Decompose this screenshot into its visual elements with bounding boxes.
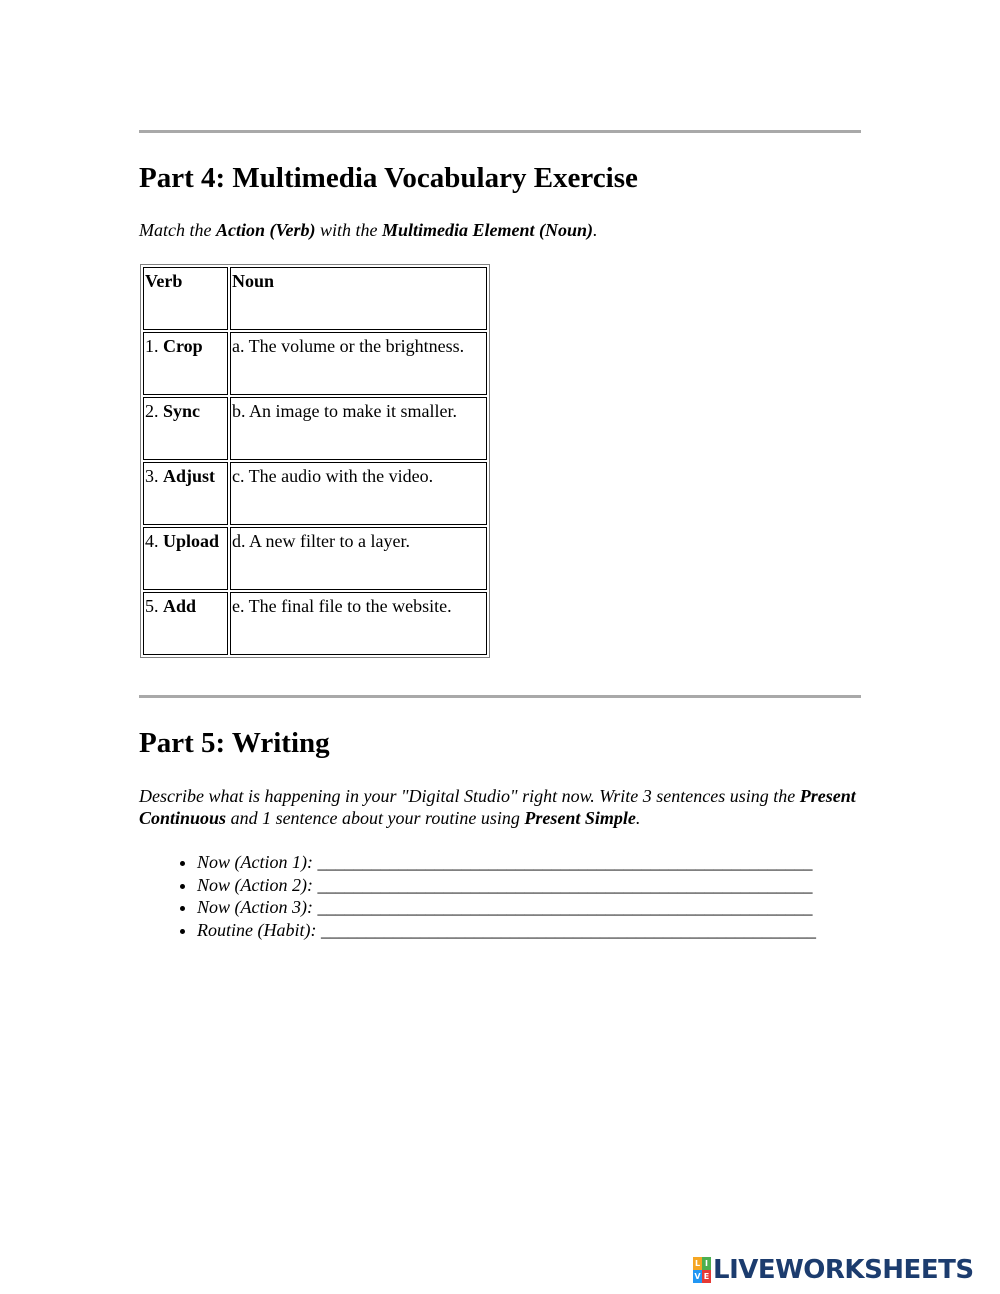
vocabulary-table — [140, 264, 490, 658]
part4-instr-text: with the — [315, 220, 382, 240]
verb-cell: 5. Add — [143, 592, 228, 655]
noun-cell: c. The audio with the video. — [230, 462, 487, 525]
part5-instructions — [139, 785, 869, 829]
table-row — [143, 527, 487, 590]
liveworksheets-wordmark: LIVEWORKSHEETS — [713, 1255, 974, 1285]
table-row — [143, 592, 487, 655]
verb-cell: 4. Upload — [143, 527, 228, 590]
part4-instr-bold: Multimedia Element (Noun) — [382, 220, 594, 240]
verb-cell: 3. Adjust — [143, 462, 228, 525]
table-header-row — [143, 267, 487, 330]
logo-icon-cell: E — [703, 1272, 710, 1281]
part5-title: Part 5: Writing — [139, 727, 330, 759]
table-row — [143, 462, 487, 525]
noun-cell: e. The final file to the website. — [230, 592, 487, 655]
liveworksheets-logo — [693, 1255, 974, 1285]
liveworksheets-icon — [693, 1257, 711, 1283]
table-row — [143, 332, 487, 395]
horizontal-rule-middle — [139, 695, 861, 698]
part4-instr-text: Match the — [139, 220, 216, 240]
logo-icon-cell: V — [694, 1272, 701, 1281]
list-item: • Now (Action 3): _______________________________________________________ — [197, 896, 816, 919]
logo-icon-cell: L — [694, 1259, 701, 1268]
noun-cell: d. A new filter to a layer. — [230, 527, 487, 590]
list-item: • Now (Action 2): _______________________________________________________ — [197, 874, 816, 897]
verb-header: Verb — [143, 267, 228, 330]
part5-instr-text: Describe what is happening in your "Digital Studio" right now. Write 3 sentences using the — [139, 786, 800, 806]
writing-prompts-list — [139, 851, 816, 942]
list-item: • Now (Action 1): _______________________________________________________ — [197, 851, 816, 874]
verb-cell: 2. Sync — [143, 397, 228, 460]
part4-title: Part 4: Multimedia Vocabulary Exercise — [139, 162, 638, 194]
list-item: • Routine (Habit): _______________________________________________________ — [197, 919, 816, 942]
part4-instr-bold: Action (Verb) — [215, 220, 316, 240]
noun-header: Noun — [230, 267, 487, 330]
part5-instr-text: and 1 sentence about your routine using — [226, 808, 525, 828]
table-row — [143, 397, 487, 460]
horizontal-rule-top — [139, 130, 861, 133]
part5-instr-bold: Present Continuous — [139, 786, 856, 828]
logo-icon-cell: I — [702, 1257, 711, 1270]
part5-instr-bold: Present Simple — [524, 808, 636, 828]
part5-instr-text: . — [635, 808, 641, 828]
part4-instr-text: . — [593, 220, 598, 240]
part4-instructions — [139, 219, 598, 241]
verb-cell: 1. Crop — [143, 332, 228, 395]
noun-cell: a. The volume or the brightness. — [230, 332, 487, 395]
noun-cell: b. An image to make it smaller. — [230, 397, 487, 460]
